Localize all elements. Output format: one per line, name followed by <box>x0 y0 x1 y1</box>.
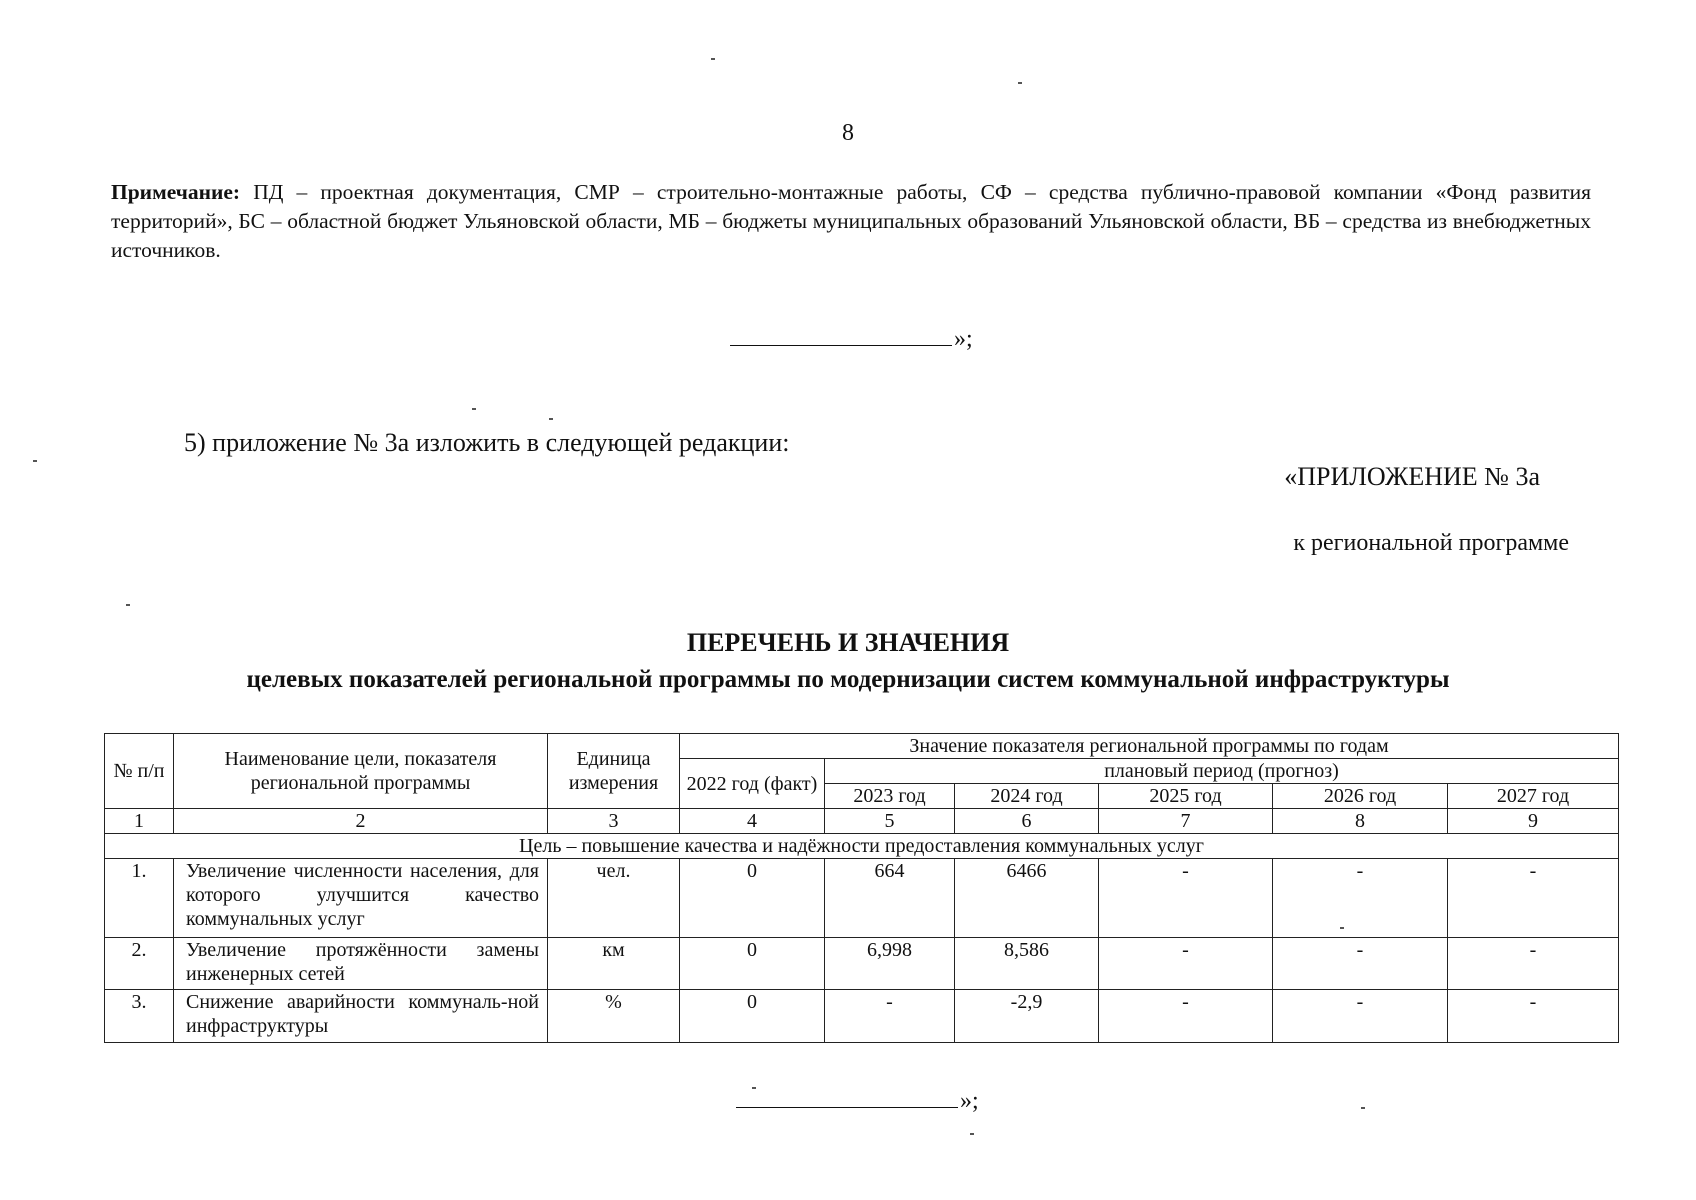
list-heading: ПЕРЕЧЕНЬ И ЗНАЧЕНИЯ <box>686 628 1010 657</box>
row-value: 6466 <box>955 859 1099 938</box>
row-value: -2,9 <box>955 990 1099 1043</box>
appendix-title: «ПРИЛОЖЕНИЕ № 3а <box>1284 462 1540 491</box>
row-value: - <box>1448 990 1619 1043</box>
column-number: 1 <box>105 809 174 834</box>
column-number: 4 <box>680 809 825 834</box>
note-paragraph <box>111 178 1591 265</box>
row-num: 1. <box>105 859 174 938</box>
row-unit: % <box>548 990 680 1043</box>
row-unit: чел. <box>548 859 680 938</box>
row-unit: км <box>548 938 680 990</box>
header-year: 2024 год <box>955 784 1099 809</box>
header-num: № п/п <box>105 734 174 809</box>
closing-line-bottom <box>736 1088 979 1115</box>
row-name: Увеличение численности населения, для которого улучшится качество коммунальных услуг <box>174 859 548 938</box>
scan-speck <box>711 58 715 60</box>
row-value: 6,998 <box>825 938 955 990</box>
item-5-instruction: 5) приложение № 3а изложить в следующей редакции: <box>184 428 790 457</box>
row-num: 2. <box>105 938 174 990</box>
scan-speck <box>1018 82 1022 84</box>
closing-mark: »; <box>960 1088 979 1114</box>
row-fact: 0 <box>680 938 825 990</box>
row-name: Снижение аварийности коммуналь-ной инфраструктуры <box>174 990 548 1043</box>
column-number: 9 <box>1448 809 1619 834</box>
header-year: 2026 год <box>1273 784 1448 809</box>
underline-rule <box>736 1107 958 1108</box>
header-plan-group: плановый период (прогноз) <box>825 759 1619 784</box>
column-number: 7 <box>1099 809 1273 834</box>
row-value: - <box>1099 859 1273 938</box>
row-value: - <box>1448 859 1619 938</box>
scan-speck <box>126 604 130 606</box>
scan-speck <box>33 460 37 462</box>
column-number: 8 <box>1273 809 1448 834</box>
goal-row: Цель – повышение качества и надёжности предоставления коммунальных услуг <box>105 834 1619 859</box>
list-subheading: целевых показателей региональной программы по модернизации систем коммунальной инфраструктуры <box>246 666 1450 693</box>
scan-speck <box>549 418 553 420</box>
scan-speck <box>970 1133 974 1135</box>
header-name: Наименование цели, показателя региональной программы <box>174 734 548 809</box>
scan-speck <box>1340 927 1344 929</box>
scan-speck <box>472 408 476 410</box>
closing-line-top <box>730 326 973 353</box>
table-row <box>105 938 1619 990</box>
row-value: 8,586 <box>955 938 1099 990</box>
header-year: 2027 год <box>1448 784 1619 809</box>
underline-rule <box>730 345 952 346</box>
row-value: - <box>1448 938 1619 990</box>
column-number: 3 <box>548 809 680 834</box>
table-row <box>105 990 1619 1043</box>
note-label: Примечание: <box>111 180 241 204</box>
closing-mark: »; <box>954 326 973 352</box>
header-fact-year: 2022 год (факт) <box>680 759 825 809</box>
header-year: 2023 год <box>825 784 955 809</box>
row-value: - <box>1099 990 1273 1043</box>
row-name: Увеличение протяжённости замены инженерных сетей <box>174 938 548 990</box>
appendix-subtitle: к региональной программе <box>1293 530 1569 556</box>
row-value: - <box>1273 859 1448 938</box>
row-value: - <box>1273 990 1448 1043</box>
row-num: 3. <box>105 990 174 1043</box>
row-value: - <box>1099 938 1273 990</box>
scan-speck <box>752 1087 756 1089</box>
scan-speck <box>1361 1107 1365 1109</box>
indicators-table <box>104 733 1619 1043</box>
row-fact: 0 <box>680 859 825 938</box>
table-row <box>105 859 1619 938</box>
header-year: 2025 год <box>1099 784 1273 809</box>
row-value: - <box>825 990 955 1043</box>
header-values-group: Значение показателя региональной программы по годам <box>680 734 1619 759</box>
column-number: 5 <box>825 809 955 834</box>
page-number: 8 <box>842 120 854 146</box>
note-text: ПД – проектная документация, СМР – строительно-монтажные работы, СФ – средства публично-правовой компании «Фонд развития территорий», БС – областной бюджет Ульяновской области, МБ – бюджеты муниципальных образований Ульяновской области, ВБ – средства из внебюджетных источников. <box>111 180 1591 262</box>
row-fact: 0 <box>680 990 825 1043</box>
column-number: 6 <box>955 809 1099 834</box>
row-value: 664 <box>825 859 955 938</box>
row-value: - <box>1273 938 1448 990</box>
header-unit: Единица измерения <box>548 734 680 809</box>
column-number: 2 <box>174 809 548 834</box>
